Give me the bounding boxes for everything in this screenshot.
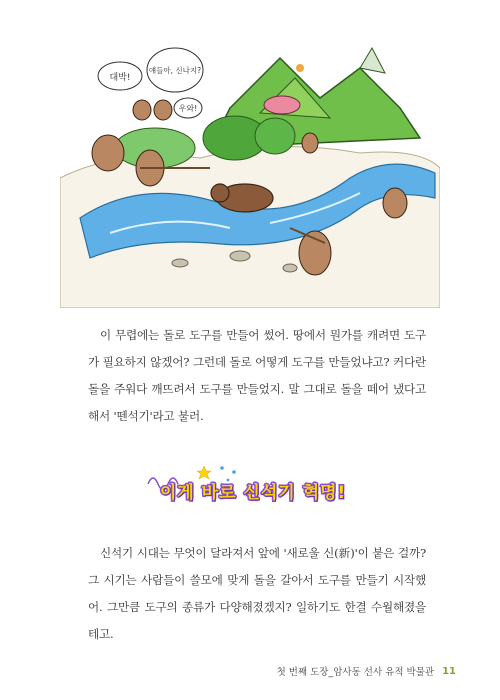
bubble-3-text: 우와! xyxy=(178,104,198,113)
speech-bubble-1 xyxy=(98,62,142,90)
speech-bubble-3 xyxy=(174,98,202,118)
section-heading: 이게 바로 신석기 혁명! xyxy=(160,483,347,503)
paragraph-2: 신석기 시대는 무엇이 달라져서 앞에 '새로울 신(新)'이 붙은 걸까? 그 시기는 사람들이 쓸모에 맞게 돌을 갈아서 도구를 만들기 시작했어. 그만큼 도구의 종류가 다양해졌겠지? 일하기도 한결 수월해졌을 테고. xyxy=(88,546,426,641)
page-number: 11 xyxy=(442,665,456,677)
speech-bubble-2 xyxy=(147,48,203,92)
page-footer xyxy=(277,664,456,678)
prehistoric-scene-illustration xyxy=(60,28,440,308)
footer-chapter: 첫 번째 도장_암사동 선사 유적 박물관 xyxy=(276,667,435,678)
section-heading-block xyxy=(140,458,380,514)
bubble-2-text: 얘들아, 신나지? xyxy=(148,66,202,75)
paragraph-1: 이 무렵에는 돌로 도구를 만들어 썼어. 땅에서 뭔가를 캐려면 도구가 필요하지 않겠어? 그런데 돌로 어떻게 도구를 만들었냐고? 커다란 돌을 주워다 깨뜨려서 도구를 만들었지. 말 그대로 돌을 떼어 냈다고 해서 '뗀석기'라고 불러. xyxy=(88,328,426,423)
bubble-1-text: 대박! xyxy=(109,73,131,83)
